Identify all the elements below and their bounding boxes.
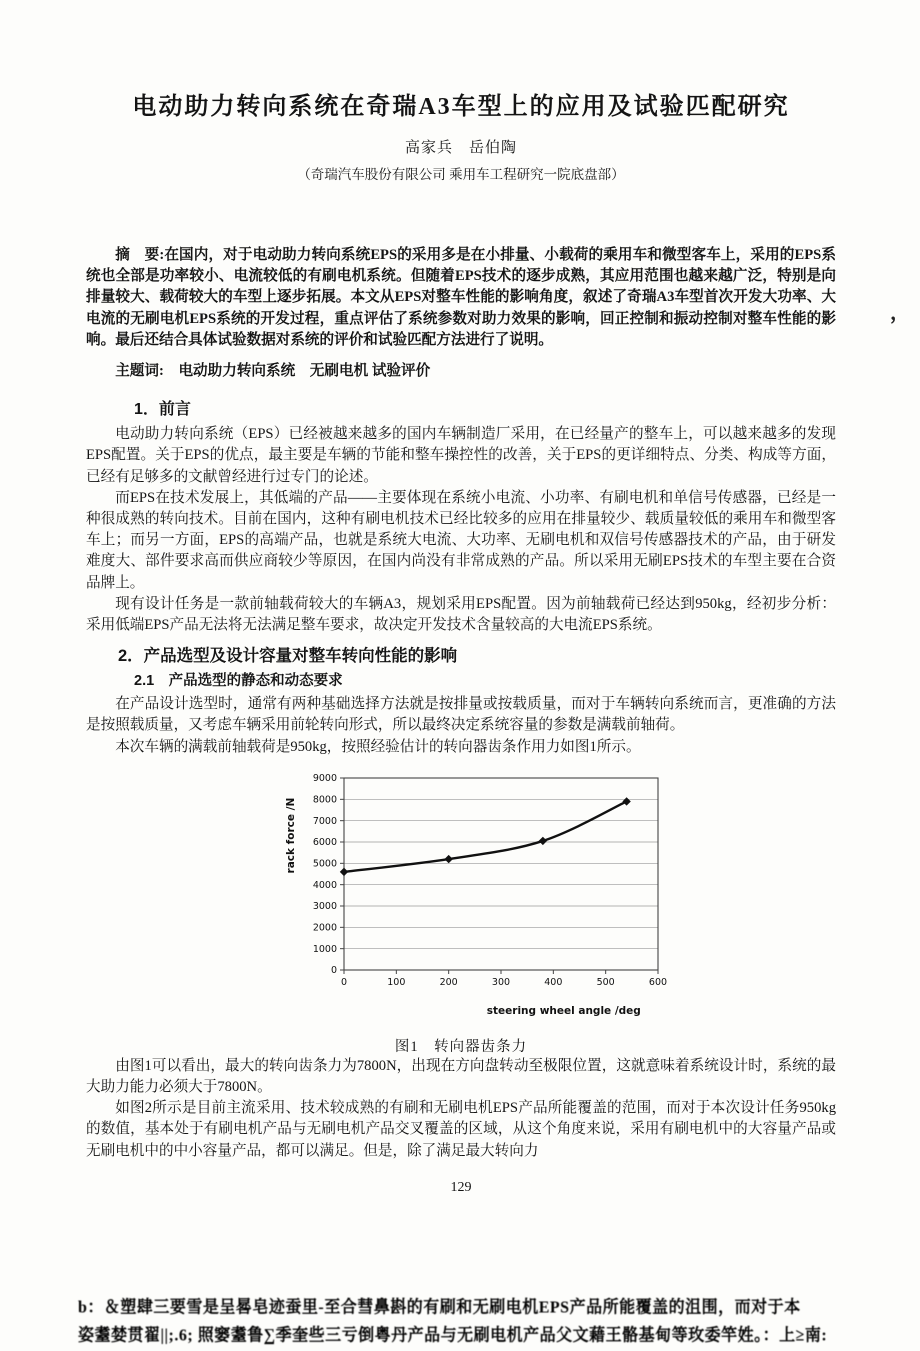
svg-text:2000: 2000 xyxy=(312,922,337,934)
abstract-text: 在国内，对于电动助力转向系统EPS的采用多是在小排量、小载荷的乘用车和微型客车上，采用的EPS系统也全部是功率较小、电流较低的有刷电机系统。但随着EPS技术的逐步成熟，其应用范围也越来越广泛，特别是向排量较大、载荷较大的车型上逐步拓展。本文从EPS对整车性能的影响角度，叙述了奇瑞A3车型首次开发大功率、大电流的无刷电机EPS系统的开发过程，重点评估了系统参数对助力效果的影响，回正控制和振动控制对整车性能的影响。最后还结合具体试验数据对系统的评价和试验匹配方法进行了说明。 xyxy=(86,247,836,348)
scan-noise-line-1: b：＆塑肆三要雪是呈晷皂迹蚕里-至合彗鼻斟的有刷和无刷电机EPS产品所能覆盖的沮围，而对于本 xyxy=(78,1298,801,1317)
svg-text:3000: 3000 xyxy=(312,901,337,913)
section-1-paragraph-1: 电动助力转向系统（EPS）已经被越来越多的国内车辆制造厂采用，在已经量产的整车上，可以越来越多的发现EPS配置。关于EPS的优点，最主要是车辆的节能和整车操控性的改善，关于EPS的更详细特点、分类、构成等方面，已经有足够多的文献曾经进行过专门的论述。 xyxy=(86,426,836,485)
after-figure-paragraph-2: 如图2所示是目前主流采用、技术较成熟的有刷和无刷电机EPS产品所能覆盖的范围，而对于本次设计任务950kg的数值，基本处于有刷电机产品与无刷电机产品交叉覆盖的区域，从这个角度来说，采用有刷电机中的大容量产品或无刷电机中的中小容量产品，都可以满足。但是，除了满足最大转向力 xyxy=(86,1100,836,1159)
section-1-paragraph-3: 现有设计任务是一款前轴载荷较大的车辆A3，规划采用EPS配置。因为前轴载荷已经达到950kg，经初步分析：采用低端EPS产品无法将无法满足整车要求，故决定开发技术含量较高的大电流EPS系统。 xyxy=(86,595,836,634)
svg-text:1000: 1000 xyxy=(312,943,337,955)
abstract-block xyxy=(86,245,836,382)
abstract-paragraph xyxy=(86,245,836,351)
figure-1 xyxy=(86,770,836,1056)
scan-artifact-mark: ， xyxy=(890,302,910,324)
after-figure-paragraph-1: 由图1可以看出，最大的转向齿条力为7800N，出现在方向盘转动至极限位置，这就意味着系统设计时，系统的最大助力能力必须大于7800N。 xyxy=(86,1057,836,1096)
section-1-paragraph-2: 而EPS在技术发展上，其低端的产品——主要体现在系统小电流、小功率、有刷电机和单信号传感器，已经是一种很成熟的转向技术。目前在国内，这种有刷电机技术已经比较多的应用在排量较少、载质量较低的乘用车和微型客车上；而另一方面，EPS的高端产品，也就是系统大电流、大功率、无刷电机和双信号传感器技术的产品，由于研发难度大、部件要求高而供应商较少等原因，在国内尚没有非常成熟的产品。所以采用无刷EPS技术的车型主要在合资品牌上。 xyxy=(86,489,836,591)
svg-text:500: 500 xyxy=(596,976,615,988)
keywords-line xyxy=(86,361,836,382)
svg-text:300: 300 xyxy=(491,976,511,988)
keywords-text: 电动助力转向系统 无刷电机 试验评价 xyxy=(178,363,431,380)
paper-title: 电动助力转向系统在奇瑞A3车型上的应用及试验匹配研究 xyxy=(132,94,790,120)
svg-text:600: 600 xyxy=(648,976,668,988)
section-2-1-heading: 2.1 产品选型的静态和动态要求 xyxy=(134,673,343,690)
page-number: 129 xyxy=(450,1179,472,1195)
scan-noise-line-2: 姿耋婪贯翟||;.6; 照窭耋鲁∑季奎些三亏倒粤丹产品与无刷电机产品父文藉王骼基甸等玫委竿姓。：上≥南: xyxy=(78,1326,828,1345)
svg-text:8000: 8000 xyxy=(312,794,337,806)
section-1-heading: 1．前言 xyxy=(134,401,191,419)
abstract-label: 摘 要: xyxy=(115,247,165,263)
figure-1-caption: 图1 转向器齿条力 xyxy=(394,1038,528,1055)
keywords-label: 主题词: xyxy=(115,363,164,380)
svg-text:7000: 7000 xyxy=(312,815,337,827)
scan-noise-block xyxy=(78,1294,890,1350)
authors-line: 高家兵 岳伯陶 xyxy=(404,140,517,156)
svg-text:steering wheel angle /deg: steering wheel angle /deg xyxy=(486,1004,641,1017)
section-2-paragraph-2: 本次车辆的满载前轴载荷是950kg，按照经验估计的转向器齿条作用力如图1所示。 xyxy=(115,738,641,755)
svg-text:6000: 6000 xyxy=(312,837,337,849)
svg-text:200: 200 xyxy=(439,976,458,988)
section-2-heading: 2．产品选型及设计容量对整车转向性能的影响 xyxy=(118,647,458,666)
svg-text:400: 400 xyxy=(544,976,563,988)
affiliation-line: （奇瑞汽车股份有限公司 乘用车工程研究一院底盘部） xyxy=(297,167,625,182)
svg-text:100: 100 xyxy=(387,976,406,988)
figure1-chart-svg xyxy=(282,770,672,1022)
svg-text:0: 0 xyxy=(340,976,348,988)
figure-1-chart xyxy=(282,770,672,1027)
section-2-paragraph-1: 在产品设计选型时，通常有两种基础选择方法就是按排量或按载质量，而对于车辆转向系统而言，更准确的方法是按照载质量，又考虑车辆采用前轮转向形式，所以最终决定系统容量的参数是满载前轴荷。 xyxy=(86,696,836,734)
svg-text:rack force /N: rack force /N xyxy=(285,797,297,874)
svg-text:0: 0 xyxy=(330,965,337,977)
svg-text:5000: 5000 xyxy=(312,858,337,870)
svg-text:4000: 4000 xyxy=(312,879,337,891)
svg-text:9000: 9000 xyxy=(312,773,337,785)
